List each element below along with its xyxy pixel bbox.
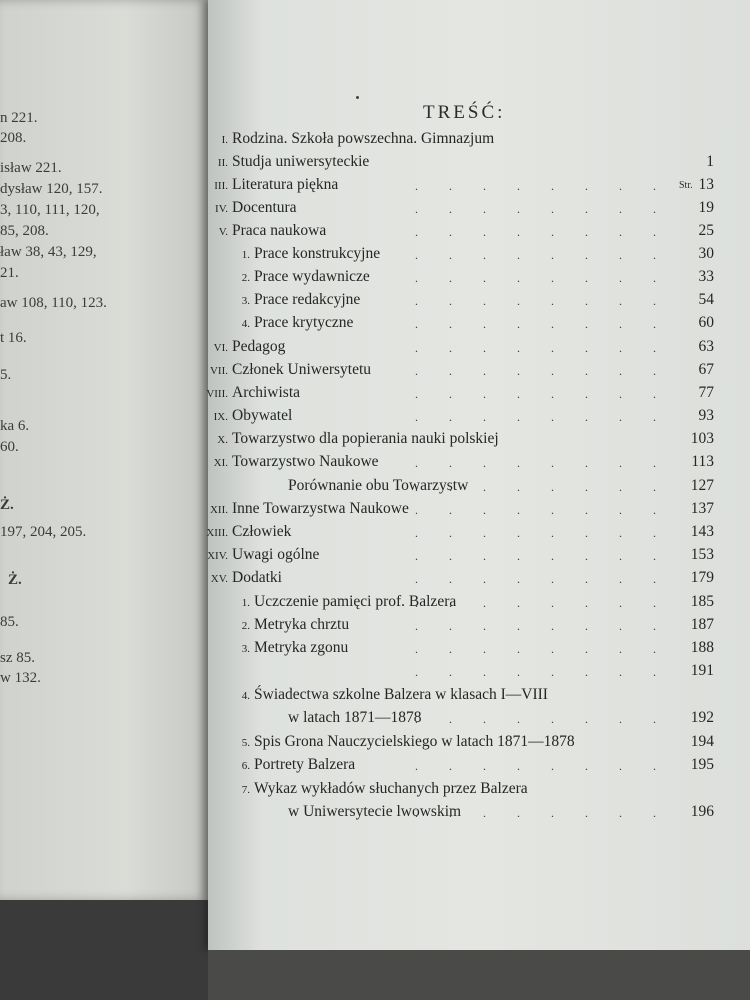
toc-entry	[208, 245, 750, 267]
toc-entry-page: 19	[698, 199, 714, 216]
toc-entry	[208, 407, 750, 429]
left-page-line: ław 38, 43, 129,	[0, 244, 97, 260]
toc-entry-number: V.	[218, 226, 228, 238]
toc-entry-page: 25	[698, 222, 714, 239]
toc-entry-number: II.	[217, 157, 228, 169]
toc-entry-number: 4.	[241, 318, 250, 330]
leader-dots: . . . . . . . .	[415, 179, 670, 193]
toc-entry-number: 5.	[241, 737, 250, 749]
leader-dots: . . . . . . . .	[415, 364, 670, 378]
toc-entry-number: 4.	[241, 690, 250, 702]
toc-entry	[208, 361, 750, 383]
toc-entry	[208, 780, 750, 802]
toc-entry-page: 30	[698, 245, 714, 262]
toc-entry-text: Metryka chrztu	[254, 616, 350, 633]
toc-entry-number: 1.	[241, 249, 250, 261]
toc-entry-text: Prace konstrukcyjne	[254, 245, 381, 262]
toc-entry-label	[204, 222, 326, 240]
toc-entry	[208, 477, 750, 499]
toc-entry-label	[204, 338, 285, 356]
leader-dots: . . . . . . . .	[415, 225, 670, 239]
leader-dots: . . . . . . . .	[415, 503, 670, 517]
toc-entry-text: Prace krytyczne	[254, 314, 354, 331]
toc-entry	[208, 616, 750, 638]
toc-entry	[208, 639, 750, 661]
toc-entry-text: Archiwista	[232, 384, 301, 401]
toc-entry-page: 54	[698, 291, 714, 308]
toc-entry	[208, 338, 750, 360]
toc-entry-text: Docentura	[232, 199, 297, 216]
toc-entry	[208, 153, 750, 175]
toc-entry-label	[226, 686, 548, 704]
toc-entry-page: 188	[690, 639, 714, 656]
toc-entry-number: 7.	[241, 784, 250, 796]
leader-dots: . . . . . . . .	[415, 341, 670, 355]
toc-entry-page: 185	[690, 593, 714, 610]
toc-entry	[208, 662, 750, 684]
toc-entry-number: X.	[217, 434, 228, 446]
toc-entry	[208, 430, 750, 452]
toc-entry	[208, 384, 750, 406]
toc-entry-label	[204, 546, 319, 564]
toc-entry-label	[226, 245, 380, 263]
toc-entry-number: XV.	[210, 573, 228, 585]
toc-entry-page: 77	[698, 384, 714, 401]
toc-entry-text: Wykaz wykładów słuchanych przez Balzera	[254, 780, 528, 797]
toc-entry-label	[226, 291, 360, 309]
left-page	[0, 0, 208, 900]
toc-entry	[208, 756, 750, 778]
toc-entry-number: XI.	[213, 457, 228, 469]
leader-dots: . . . . . . . .	[415, 572, 670, 586]
toc-entry-label	[204, 430, 499, 448]
toc-entry	[208, 500, 750, 522]
toc-entry-label	[226, 314, 353, 332]
left-page-line: 5.	[0, 367, 12, 383]
leader-dots: . . . . . . . .	[415, 271, 670, 285]
left-page-line: isław 221.	[0, 160, 62, 176]
leader-dots: . . . . . . . .	[415, 619, 670, 633]
left-page-line: ka 6.	[0, 418, 30, 434]
left-page-line: 60.	[0, 439, 19, 455]
leader-dots: . . . . . . . .	[415, 480, 670, 494]
toc-entry-text: Prace wydawnicze	[254, 268, 370, 285]
toc-entry-number: 3.	[241, 643, 250, 655]
toc-entry	[208, 593, 750, 615]
toc-entry	[208, 803, 750, 825]
toc-entry-text: Inne Towarzystwa Naukowe	[232, 500, 409, 517]
toc-entry-page: 196	[690, 803, 714, 820]
toc-entry	[208, 453, 750, 475]
toc-entry-text: Uwagi ogólne	[232, 546, 320, 563]
leader-dots: . . . . . . . .	[415, 712, 670, 726]
toc-entry	[208, 709, 750, 731]
leader-dots: . . . . . . . .	[415, 759, 670, 773]
toc-entry-label	[204, 384, 300, 402]
toc-entry-number: VII.	[209, 365, 228, 377]
toc-entry-number: IV.	[215, 203, 228, 215]
toc-entry-number: VIII.	[206, 388, 228, 400]
toc-entry-text: w latach 1871—1878	[288, 709, 422, 726]
toc-entry	[208, 546, 750, 568]
toc-entry-text: Obywatel	[232, 407, 293, 424]
toc-entry-label	[204, 407, 292, 425]
left-page-line: Ż.	[0, 497, 14, 513]
toc-page	[208, 0, 750, 950]
toc-entry-page: 194	[690, 733, 714, 750]
toc-entry-page: 60	[698, 314, 714, 331]
toc-entry-page: 191	[690, 662, 714, 679]
toc-entry-number: III.	[214, 180, 228, 192]
left-page-line: 85.	[0, 614, 19, 630]
toc-entry	[208, 199, 750, 221]
toc-entry-label	[226, 639, 348, 657]
toc-entry-text: Studja uniwersyteckie	[232, 153, 370, 170]
toc-entry-label	[204, 199, 297, 217]
toc-entry	[208, 176, 750, 198]
toc-entry	[208, 733, 750, 755]
leader-dots: . . . . . . . .	[415, 526, 670, 540]
toc-entry-label	[244, 709, 421, 727]
toc-entry-text: Pedagog	[232, 338, 286, 355]
toc-entry-page: 13	[698, 176, 714, 193]
leader-dots: . . . . . . . .	[415, 665, 670, 679]
toc-entry-number: XII.	[209, 504, 228, 516]
toc-entry-text: Metryka zgonu	[254, 639, 349, 656]
toc-entry-label	[226, 756, 355, 774]
toc-entry	[208, 523, 750, 545]
toc-entry-page: 93	[698, 407, 714, 424]
toc-entry-text: Portrety Balzera	[254, 756, 356, 773]
page-column-header: Str.	[679, 180, 693, 191]
toc-entry-number: 2.	[241, 272, 250, 284]
toc-entry-label	[204, 153, 369, 171]
toc-title: TREŚĆ:	[423, 102, 506, 123]
toc-entry-text: Towarzystwo dla popierania nauki polskiej	[232, 430, 499, 447]
toc-entry-page: 192	[690, 709, 714, 726]
toc-entry-label	[226, 616, 349, 634]
toc-entry-page: 103	[690, 430, 714, 447]
toc-entry-number: XIV.	[207, 550, 228, 562]
toc-entry	[208, 314, 750, 336]
page-edge	[208, 950, 750, 1000]
leader-dots: . . . . . . . .	[415, 549, 670, 563]
toc-entry-number: 2.	[241, 620, 250, 632]
toc-entry-label	[204, 361, 371, 379]
toc-entry-page: 143	[690, 523, 714, 540]
toc-entry-text: Porównanie obu Towarzystw	[288, 477, 469, 494]
leader-dots: . . . . . . . .	[415, 596, 670, 610]
ink-dot	[356, 96, 359, 99]
leader-dots: . . . . . . . .	[415, 294, 670, 308]
toc-entry-number: 1.	[241, 597, 250, 609]
toc-entry-page: 127	[690, 477, 714, 494]
toc-entry-text: Rodzina. Szkoła powszechna. Gimnazjum	[232, 130, 495, 147]
toc-entry-label	[226, 662, 254, 680]
toc-entry-number: 6.	[241, 760, 250, 772]
left-page-line: n 221.	[0, 110, 38, 126]
toc-entry-text: Człowiek	[232, 523, 292, 540]
toc-entry-number: I.	[221, 134, 228, 146]
toc-entry-number: 3.	[241, 295, 250, 307]
left-page-line: 197, 204, 205.	[0, 524, 87, 540]
toc-entry-text: Towarzystwo Naukowe	[232, 453, 379, 470]
leader-dots: . . . . . . . .	[415, 202, 670, 216]
toc-entry-number: XIII.	[206, 527, 228, 539]
toc-entry-label	[204, 500, 409, 518]
toc-entry-number: VI.	[213, 342, 228, 354]
toc-entry	[208, 569, 750, 591]
left-page-line: dysław 120, 157.	[0, 181, 103, 197]
toc-entry-page: 187	[690, 616, 714, 633]
left-page-line: 3, 110, 111, 120,	[0, 202, 100, 218]
leader-dots: . . . . . . . .	[415, 248, 670, 262]
leader-dots: . . . . . . . .	[415, 642, 670, 656]
leader-dots: . . . . . . . .	[415, 410, 670, 424]
leader-dots: . . . . . . . .	[415, 317, 670, 331]
left-page-line: w 132.	[0, 670, 41, 686]
toc-entry-text: Dodatki	[232, 569, 282, 586]
left-page-line: 208.	[0, 130, 27, 146]
leader-dots: . . . . . . . .	[415, 387, 670, 401]
left-page-line: Ż.	[8, 572, 22, 588]
toc-entry-page: 179	[690, 569, 714, 586]
toc-entry-label	[226, 268, 370, 286]
toc-entry-text: Prace redakcyjne	[254, 291, 361, 308]
toc-entry-text: Praca naukowa	[232, 222, 327, 239]
toc-entry-label	[226, 733, 575, 751]
leader-dots: . . . . . . . .	[415, 456, 670, 470]
toc-entry	[208, 130, 750, 152]
toc-entry	[208, 291, 750, 313]
toc-entry-text: Uczczenie pamięci prof. Balzera	[254, 593, 457, 610]
left-page-line: 85, 208.	[0, 223, 49, 239]
toc-entry-text: Świadectwa szkolne Balzera w klasach I—VIII	[254, 686, 548, 703]
toc-entry-label	[204, 569, 282, 587]
left-page-line: 21.	[0, 265, 19, 281]
toc-entry-page: 153	[690, 546, 714, 563]
toc-entry-page: 113	[691, 453, 714, 470]
toc-entry	[208, 268, 750, 290]
left-page-line: t 16.	[0, 330, 27, 346]
toc-entry-page: 137	[690, 500, 714, 517]
toc-entry-text: Spis Grona Nauczycielskiego w latach 1871—1878	[254, 733, 575, 750]
left-page-line: sz 85.	[0, 650, 35, 666]
toc-entry-number: IX.	[213, 411, 228, 423]
toc-entry-page: 195	[690, 756, 714, 773]
toc-entry-text: w Uniwersytecie lwowskim	[288, 803, 462, 820]
toc-entry-text: Literatura piękna	[232, 176, 339, 193]
toc-entry-page: 67	[698, 361, 714, 378]
leader-dots: . . . . . . . .	[415, 806, 670, 820]
toc-entry-label	[204, 176, 338, 194]
left-page-line: aw 108, 110, 123.	[0, 295, 107, 311]
toc-entry-text: Członek Uniwersytetu	[232, 361, 372, 378]
toc-entry-label	[204, 130, 494, 148]
toc-entry-label	[204, 453, 379, 471]
toc-entry	[208, 222, 750, 244]
toc-entry-page: 33	[698, 268, 714, 285]
toc-entry-page: 1	[706, 153, 714, 170]
toc-entry	[208, 686, 750, 708]
toc-entry-label	[204, 523, 291, 541]
toc-entry-label	[226, 780, 528, 798]
toc-entry-page: 63	[698, 338, 714, 355]
